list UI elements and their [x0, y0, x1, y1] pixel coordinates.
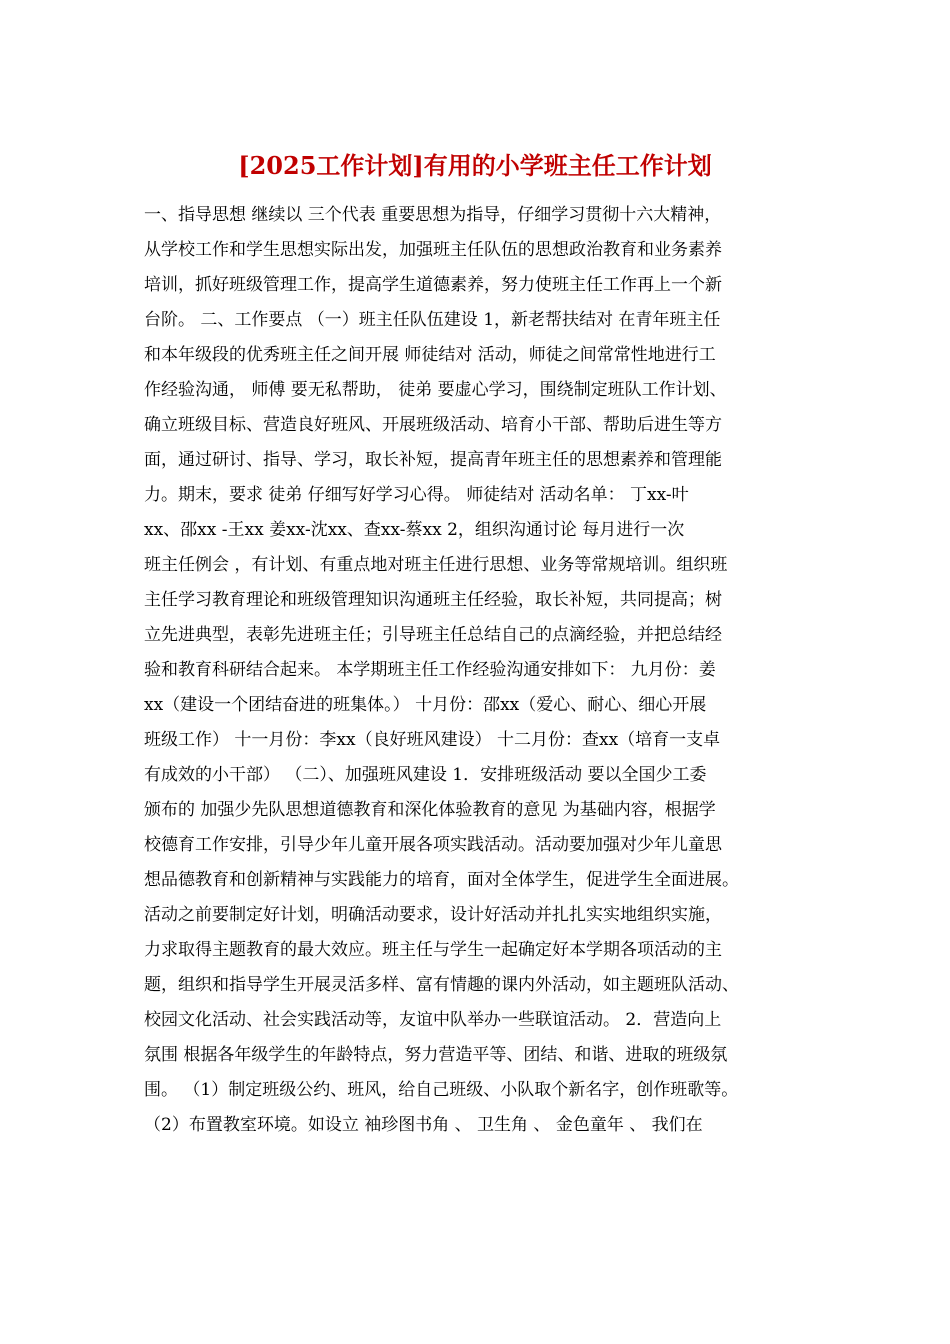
- body-line: 力求取得主题教育的最大效应。班主任与学生一起确定好本学期各项活动的主: [144, 940, 722, 960]
- body-line: 从学校工作和学生思想实际出发，加强班主任队伍的思想政治教育和业务素养: [144, 240, 722, 260]
- body-line: 氛围 根据各年级学生的年龄特点，努力营造平等、团结、和谐、进取的班级氛: [144, 1045, 728, 1065]
- body-line: 想品德教育和创新精神与实践能力的培育，面对全体学生，促进学生全面进展。: [144, 870, 739, 890]
- body-line: 面，通过研讨、指导、学习，取长补短，提高青年班主任的思想素养和管理能: [144, 450, 722, 470]
- body-line: 力。期末，要求 徒弟 仔细写好学习心得。 师徒结对 活动名单： 丁xx-叶: [144, 485, 689, 505]
- document-title: [2025工作计划]有用的小学班主任工作计划: [238, 151, 712, 180]
- body-line: xx（建设一个团结奋进的班集体。） 十月份：邵xx（爱心、耐心、细心开展: [144, 695, 707, 715]
- document-body: [144, 198, 814, 1143]
- body-line: 校德育工作安排，引导少年儿童开展各项实践活动。活动要加强对少年儿童思: [144, 835, 722, 855]
- body-line: 班主任例会 ，有计划、有重点地对班主任进行思想、业务等常规培训。组织班: [144, 555, 728, 575]
- body-line: 台阶。 二、工作要点 （一）班主任队伍建设 1，新老帮扶结对 在青年班主任: [144, 310, 721, 330]
- body-line: （2）布置教室环境。如设立 袖珍图书角 、 卫生角 、 金色童年 、 我们在: [144, 1115, 703, 1135]
- body-line: 校园文化活动、社会实践活动等，友谊中队举办一些联谊活动。 2．营造向上: [144, 1010, 722, 1030]
- body-line: 立先进典型，表彰先进班主任；引导班主任总结自己的点滴经验，并把总结经: [144, 625, 722, 645]
- body-line: 一、指导思想 继续以 三个代表 重要思想为指导，仔细学习贯彻十六大精神，: [144, 205, 722, 225]
- body-line: 有成效的小干部） （二）、加强班风建设 1．安排班级活动 要以全国少工委: [144, 765, 707, 785]
- body-line: 活动之前要制定好计划，明确活动要求，设计好活动并扎扎实实地组织实施，: [144, 905, 722, 925]
- body-line: 班级工作） 十一月份：李xx（良好班风建设） 十二月份：查xx（培育一支卓: [144, 730, 721, 750]
- body-line: xx、邵xx -王xx 姜xx-沈xx、查xx-蔡xx 2，组织沟通讨论 每月进行一次: [144, 520, 685, 540]
- body-line: 培训，抓好班级管理工作，提高学生道德素养，努力使班主任工作再上一个新: [144, 275, 722, 295]
- body-line: 题，组织和指导学生开展灵活多样、富有情趣的课内外活动，如主题班队活动、: [144, 975, 739, 995]
- body-line: 围。 （1）制定班级公约、班风，给自己班级、小队取个新名字，创作班歌等。: [144, 1080, 739, 1100]
- body-line: 验和教育科研结合起来。 本学期班主任工作经验沟通安排如下： 九月份：姜: [144, 660, 716, 680]
- body-line: 确立班级目标、营造良好班风、开展班级活动、培育小干部、帮助后进生等方: [144, 415, 722, 435]
- body-line: 作经验沟通， 师傅 要无私帮助， 徒弟 要虚心学习，围绕制定班队工作计划、: [144, 380, 727, 400]
- body-line: 和本年级段的优秀班主任之间开展 师徒结对 活动，师徒之间常常性地进行工: [144, 345, 716, 365]
- body-line: 主任学习教育理论和班级管理知识沟通班主任经验，取长补短，共同提高；树: [144, 590, 722, 610]
- body-line: 颁布的 加强少先队思想道德教育和深化体验教育的意见 为基础内容，根据学: [144, 800, 716, 820]
